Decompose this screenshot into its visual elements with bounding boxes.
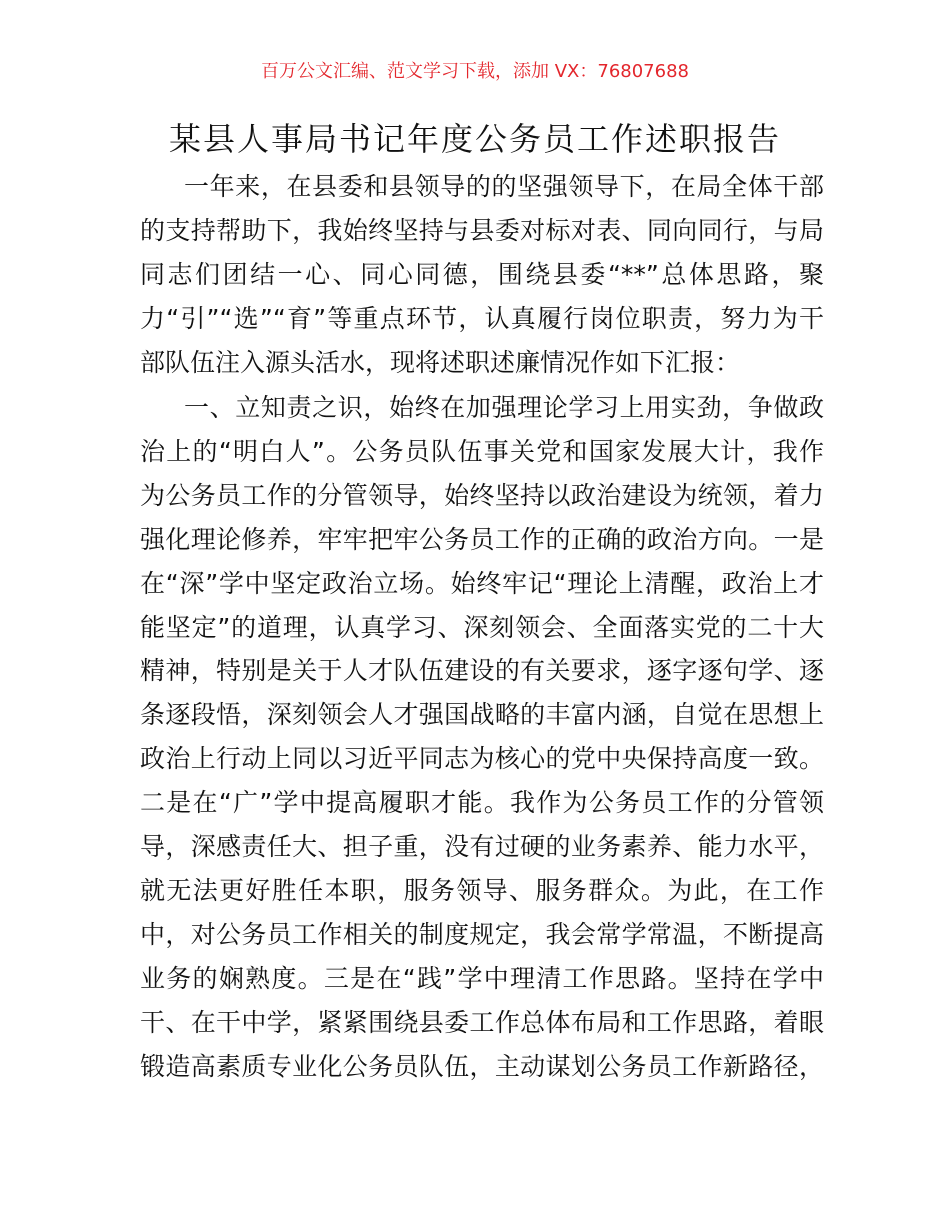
paragraph-1-line: 部队伍注入源头活水，现将述职述廉情况作如下汇报： [140, 347, 741, 377]
paragraph-2-line: 锻造高素质专业化公务员队伍，主动谋划公务员工作新路径， [140, 1051, 824, 1081]
watermark-header: 百万公文汇编、范文学习下载，添加 VX：76807688 [261, 61, 689, 82]
paragraph-2-line: 强化理论修养，牢牢把牢公务员工作的正确的政治方向。一是 [140, 524, 824, 554]
paragraph-2-line: 中，对公务员工作相关的制度规定，我会常学常温，不断提高 [140, 919, 824, 949]
document-title: 某县人事局书记年度公务员工作述职报告 [168, 120, 781, 158]
paragraph-2-line: 一、立知责之识，始终在加强理论学习上用实劲，争做政 [184, 393, 824, 422]
paragraph-2-line: 业务的娴熟度。三是在“践”学中理清工作思路。坚持在学中 [140, 963, 824, 993]
paragraph-1-line: 一年来，在县委和县领导的的坚强领导下，在局全体干部 [184, 172, 824, 201]
paragraph-2-line: 二是在“广”学中提高履职才能。我作为公务员工作的分管领 [140, 788, 824, 818]
paragraph-2-line: 条逐段悟，深刻领会人才强国战略的丰富内涵，自觉在思想上 [140, 700, 824, 730]
paragraph-2-line: 为公务员工作的分管领导，始终坚持以政治建设为统领，着力 [140, 480, 824, 510]
paragraph-2-line: 能坚定”的道理，认真学习、深刻领会、全面落实党的二十大 [140, 612, 824, 642]
paragraph-2-line: 就无法更好胜任本职，服务领导、服务群众。为此，在工作 [140, 875, 824, 905]
paragraph-1-line: 同志们团结一心、同心同德，围绕县委“**”总体思路，聚 [140, 259, 824, 289]
paragraph-2-line: 精神，特别是关于人才队伍建设的有关要求，逐字逐句学、逐 [140, 656, 824, 686]
paragraph-2-line: 干、在干中学，紧紧围绕县委工作总体布局和工作思路，着眼 [140, 1007, 824, 1037]
paragraph-1-line: 力“引”“选”“育”等重点环节，认真履行岗位职责，努力为干 [140, 303, 824, 333]
paragraph-2-line: 治上的“明白人”。公务员队伍事关党和国家发展大计，我作 [140, 436, 824, 466]
paragraph-2-line: 政治上行动上同以习近平同志为核心的党中央保持高度一致。 [140, 744, 824, 774]
paragraph-2-line: 在“深”学中坚定政治立场。始终牢记“理论上清醒，政治上才 [140, 568, 824, 598]
paragraph-2-line: 导，深感责任大、担子重，没有过硬的业务素养、能力水平， [140, 832, 824, 861]
paragraph-1-line: 的支持帮助下，我始终坚持与县委对标对表、同向同行，与局 [140, 215, 824, 245]
